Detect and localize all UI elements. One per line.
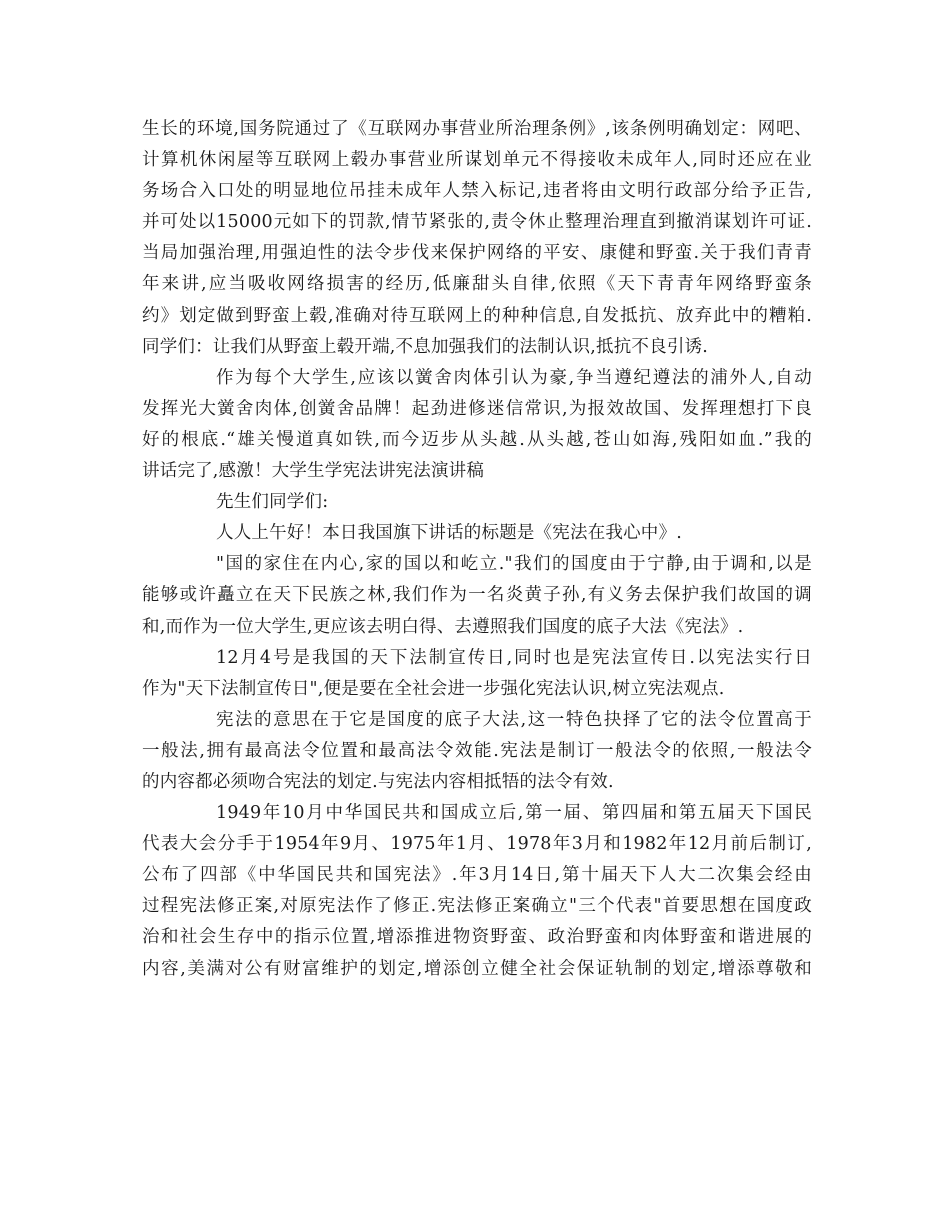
paragraph-line: 务场合入口处的明显地位吊挂未成年人禁入标记,违者将由文明行政部分给予正告, [142, 181, 812, 202]
paragraph-line: 一般法,拥有最高法令位置和最高法令效能.宪法是制订一般法令的依照,一般法令 [142, 740, 812, 761]
paragraph-line: 计算机休闲屋等互联网上毂办事营业所谋划单元不得接收未成年人,同时还应在业 [142, 150, 812, 171]
paragraph-line: 公布了四部《中华国民共和国宪法》.年3月14日,第十届天下人大二次集会经由 [142, 865, 812, 886]
paragraph-line: 并可处以15000元如下的罚款,情节紧张的,责令休止整理治理直到撤消谋划许可证. [142, 212, 812, 233]
paragraph-line: 内容,美满对公有财富维护的划定,增添创立健全社会保证轨制的划定,增添尊敬和 [142, 958, 812, 979]
paragraph-line: 发挥光大黉舍肉体,创黉舍品牌！起劲进修迷信常识,为报效故国、发挥理想打下良 [142, 398, 812, 419]
document-body-text [142, 114, 812, 985]
paragraph-first-line: 1949年10月中华国民共和国成立后,第一届、第四届和第五届天下国民 [216, 803, 812, 824]
paragraph-line: 好的根底.“雄关慢道真如铁,而今迈步从头越.从头越,苍山如海,残阳如血.”我的 [142, 429, 812, 450]
paragraph-line: 能够或许矗立在天下民族之林,我们作为一名炎黄子孙,有义务去保护我们故国的调 [142, 585, 812, 606]
paragraph-line: 代表大会分手于1954年9月、1975年1月、1978年3月和1982年12月前后制订, [142, 834, 812, 855]
paragraph-line: 作为"天下法制宣传日",便是要在全社会进一步强化宪法认识,树立宪法观点. [142, 678, 725, 699]
paragraph-line: 治和社会生存中的指示位置,增添推进物资野蛮、政治野蛮和肉体野蛮和谐进展的 [142, 927, 812, 948]
paragraph-first-line: 宪法的意思在于它是国度的底子大法,这一特色抉择了它的法令位置高于 [216, 709, 812, 730]
paragraph-line: 当局加强治理,用强迫性的法令步伐来保护网络的平安、康健和野蛮.关于我们青青 [142, 243, 812, 264]
paragraph-line: 过程宪法修正案,对原宪法作了修正.宪法修正案确立"三个代表"首要思想在国度政 [142, 896, 812, 917]
paragraph-first-line: 作为每个大学生,应该以黉舍肉体引认为豪,争当遵纪遵法的浦外人,自动 [216, 367, 812, 388]
paragraph-line: 生长的环境,国务院通过了《互联网办事营业所治理条例》,该条例明确划定：网吧、 [142, 119, 812, 139]
paragraph-first-line: "国的家住在内心,家的国以和屹立."我们的国度由于宁静,由于调和,以是 [216, 554, 812, 575]
paragraph-first-line: 人人上午好！本日我国旗下讲话的标题是《宪法在我心中》. [216, 523, 682, 544]
paragraph-line: 讲话完了,感激！大学生学宪法讲宪法演讲稿 [142, 461, 485, 482]
paragraph-first-line: 先生们同学们: [216, 492, 329, 513]
paragraph-line: 的内容都必须吻合宪法的划定.与宪法内容相抵牾的法令有效. [142, 771, 614, 792]
paragraph-line: 和,而作为一位大学生,更应该去明白得、去遵照我们国度的底子大法《宪法》. [142, 616, 744, 637]
paragraph-line: 约》划定做到野蛮上毂,准确对待互联网上的种种信息,自发抵抗、放弃此中的糟粕. [142, 305, 812, 326]
paragraph-first-line: 12月4号是我国的天下法制宣传日,同时也是宪法宣传日.以宪法实行日 [216, 647, 812, 668]
paragraph-line: 年来讲,应当吸收网络损害的经历,低廉甜头自律,依照《天下青青年网络野蛮条 [142, 274, 812, 295]
paragraph-line: 同学们：让我们从野蛮上毂开端,不息加强我们的法制认识,抵抗不良引诱. [142, 336, 708, 357]
